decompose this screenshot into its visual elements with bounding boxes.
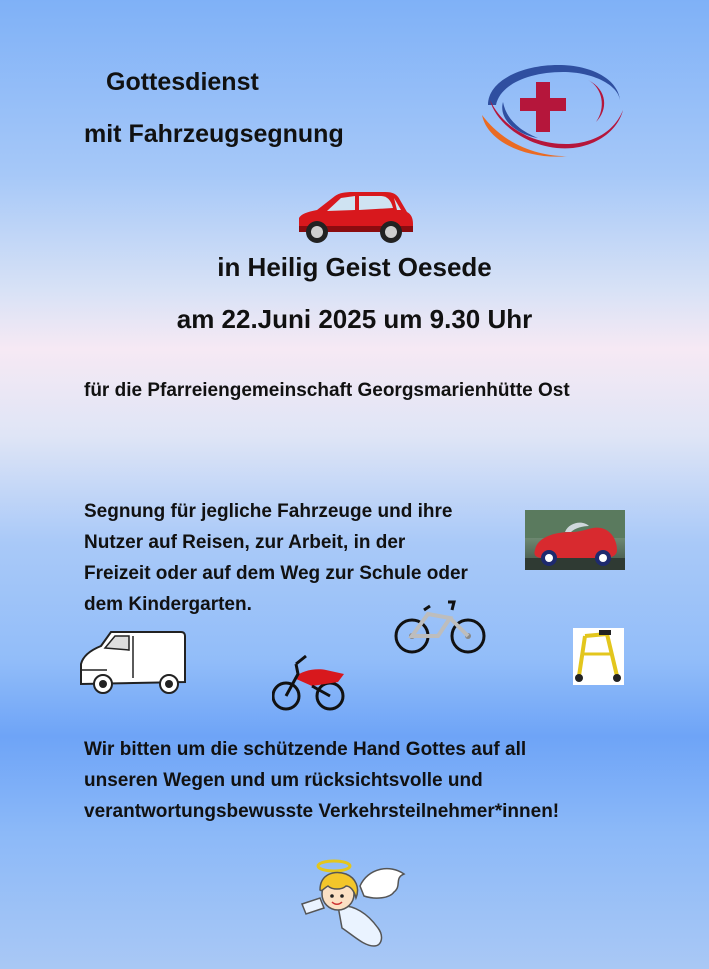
walker-icon (573, 628, 624, 685)
bicycle-icon (394, 596, 488, 656)
title-line-1: Gottesdienst (106, 68, 259, 96)
motorbike-icon (272, 652, 348, 714)
toy-car-icon (525, 510, 625, 570)
event-location: in Heilig Geist Oesede (217, 252, 492, 282)
red-car-icon (293, 190, 415, 245)
prayer-line: unseren Wegen und um rücksichtsvolle und (84, 770, 483, 791)
community-line: für die Pfarreiengemeinschaft Georgsmarienhütte Ost (84, 380, 570, 401)
blessing-line: Freizeit oder auf dem Weg zur Schule oder (84, 563, 468, 584)
angel-icon (298, 856, 410, 954)
blessing-line: Segnung für jegliche Fahrzeuge und ihre (84, 501, 453, 522)
van-icon (77, 628, 189, 698)
blessing-line: dem Kindergarten. (84, 594, 252, 615)
event-datetime: am 22.Juni 2025 um 9.30 Uhr (176, 304, 533, 334)
church-cross-logo (478, 60, 628, 160)
title-line-2: mit Fahrzeugsegnung (84, 120, 344, 148)
blessing-line: Nutzer auf Reisen, zur Arbeit, in der (84, 532, 406, 553)
prayer-paragraph (84, 734, 644, 827)
prayer-line: Wir bitten um die schützende Hand Gottes auf all (84, 739, 527, 760)
prayer-line: verantwortungsbewusste Verkehrsteilnehmer*innen! (84, 801, 560, 822)
